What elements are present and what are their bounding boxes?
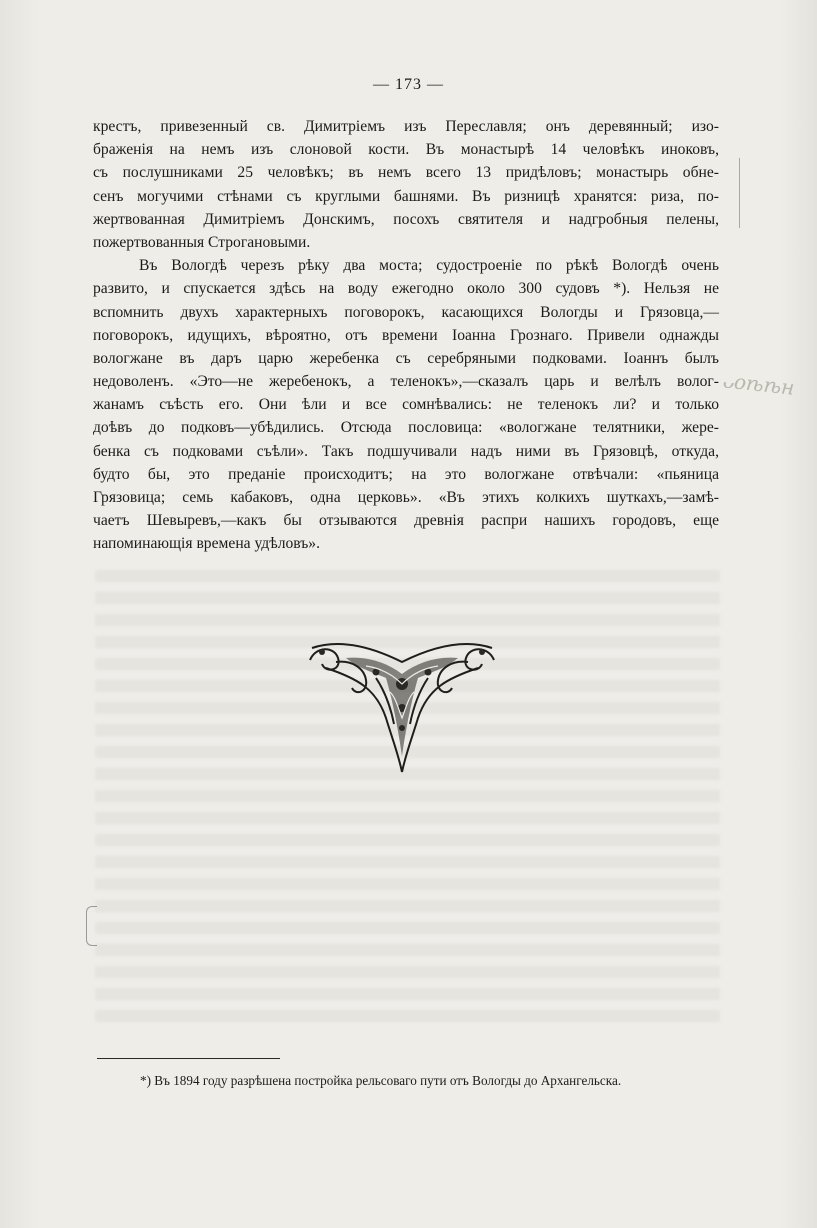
text-line: будто бы, это преданіе происходитъ; на это вологжане отвѣчали: «пьяница	[93, 465, 719, 483]
margin-line-mark	[731, 158, 740, 228]
text-line: напоминающія времена удѣловъ».	[93, 535, 321, 553]
text-line: пожертвованныя Строгановыми.	[93, 233, 311, 251]
margin-handwriting: ᴗоѣѣн	[720, 368, 796, 400]
text-line: крестъ, привезенный св. Димитріемъ изъ Переславля; онъ деревянный; изо-	[93, 118, 719, 135]
text-line: сенъ могучими стѣнами съ круглыми башнями. Въ ризницѣ хранятся: риза, по-	[93, 187, 719, 205]
text-line: доѣвъ до подковъ—убѣдились. Отсюда пословица: «вологжане телятники, жере-	[93, 419, 719, 437]
text-line: бенка съ подковами съѣли». Такъ подшучивали надъ ними въ Грязовцѣ, откуда,	[93, 442, 719, 460]
text-line: чаетъ Шевыревъ,—какъ бы отзываются древнія распри нашихъ городовъ, еще	[93, 512, 719, 530]
ornament-tailpiece-icon	[306, 638, 498, 774]
footnote-divider	[97, 1058, 280, 1059]
text-line: браженія на немъ изъ слоновой кости. Въ монастырѣ 14 человѣкъ иноковъ,	[93, 141, 719, 159]
margin-bracket-mark	[86, 906, 97, 946]
page-number: — 173 —	[373, 76, 444, 93]
footnote: *) Въ 1894 году разрѣшена постройка рельсоваго пути отъ Вологды до Архангельска.	[140, 1073, 622, 1088]
text-line: жертвованная Димитріемъ Донскимъ, посохъ святителя и надгробныя пелены,	[93, 210, 719, 228]
text-line: вологжане въ даръ царю жеребенка съ серебряными подковами. Іоаннъ былъ	[93, 349, 719, 367]
text-line: Грязовица; семь кабаковъ, одна церковь». «Въ этихъ колкихъ шуткахъ,—замѣ-	[93, 489, 719, 506]
text-line: вспомнить двухъ характерныхъ поговорокъ, касающихся Вологды и Грязовца,—	[93, 303, 719, 321]
text-line: Въ Вологдѣ черезъ рѣку два моста; судостроеніе по рѣкѣ Вологдѣ очень	[139, 257, 719, 275]
text-line: поговорокъ, идущихъ, вѣроятно, отъ времени Іоанна Грознаго. Привели однажды	[93, 326, 719, 344]
text-line: недоволенъ. «Это—не жеребенокъ, а теленокъ»,—сказалъ царь и велѣлъ волог-	[93, 373, 719, 391]
body-text	[93, 115, 719, 556]
text-line: съ послушниками 25 человѣкъ; въ немъ всего 13 придѣловъ; монастырь обне-	[93, 164, 719, 182]
text-line: развито, и спускается здѣсь на воду ежегодно около 300 судовъ *). Нельзя не	[93, 280, 719, 298]
text-line: жанамъ съѣсть его. Они ѣли и все сомнѣвались: не теленокъ ли? и только	[93, 396, 719, 414]
